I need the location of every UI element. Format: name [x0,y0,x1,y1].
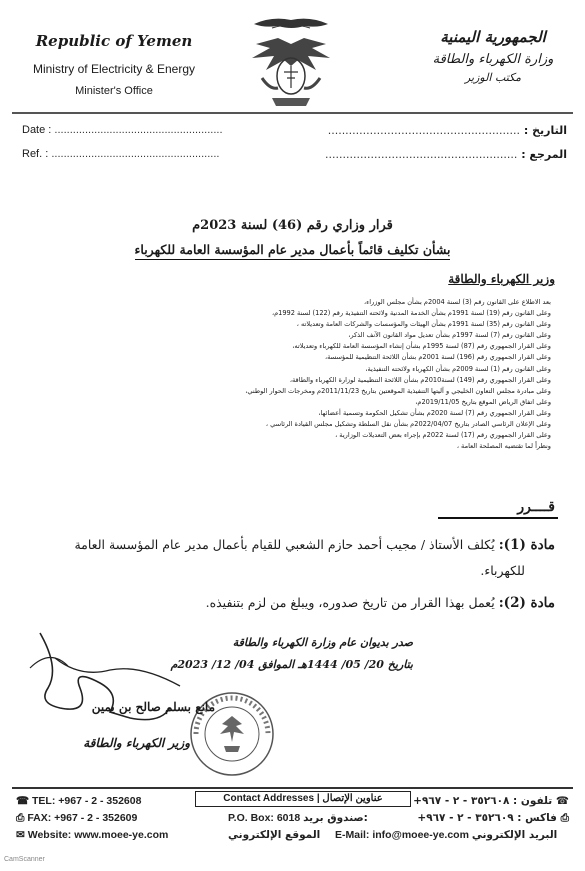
footer-website [16,829,168,841]
article-1-text: يُكلف الأستاذ / مجيب أحمد حازم الشعبي للقيام بأعمال مدير عام المؤسسة العامة [74,537,495,552]
article-2-label: مادة (2): [498,595,555,611]
ministry-name-en: Ministry of Electricity & Energy [32,62,196,76]
fax-text: FAX: +967 - 2 - 352609 [27,812,138,824]
decision-subject-text: بشأن تكليف قائماً بأعمال مدير عام المؤسسة العامة للكهرباء [135,242,451,260]
footer-tel-ar [413,795,569,807]
office-name-ar: مكتب الوزير [464,71,522,84]
issued-date: بتاريخ 20/ 05/ 1444هـ الموافق 04/ 12/ 2023م [170,658,413,671]
recital-item: وعلى القانون رقم (1) لسنة 2009م بشأن الكهرباء ولائحته التنفيذية، [365,364,551,373]
decision-subject [0,242,585,257]
recitals-list [31,297,551,452]
recital-item: وعلى اتفاق الرياض الموقع بتاريخ 2019/11/05م، [415,397,551,406]
letterhead-english [14,32,214,97]
recital-item: وعلى القرار الجمهوري رقم (7) لسنة 2020م بشأن تشكيل الحكومة وتسمية أعضائها، [318,408,551,417]
pobox-text: P.O. Box: 6018 [228,812,301,824]
yemen-emblem-icon [232,14,350,112]
ref-field-en [22,148,219,160]
article-1 [20,537,555,553]
recital-item: وعلى القانون رقم (35) لسنة 1991م بشأن الهيئات والمؤسسات والشركات العامة وتعديلاته ، [296,320,551,329]
contact-label-ar: عناوين الإتصال [322,793,383,804]
tel-text-ar: تلفون : ٣٥٢٦٠٨ - ٢ - ٩٦٧+ [413,795,553,807]
date-label-ar: التاريخ : [523,124,567,137]
email-text: E-Mail: info@moee-ye.com [335,829,469,841]
decision-title: قرار وزاري رقم (46) لسنة 2023م [192,218,393,233]
scanner-watermark: CamScanner [4,856,45,863]
footer-website-ar: الموقع الإلكتروني [228,829,321,841]
article-2-text: يُعمل بهذا القرار من تاريخ صدوره، ويبلغ من لزم بتنفيذه. [205,595,495,610]
date-label-en: Date : [22,124,52,136]
recital-item: وعلى القرار الجمهوري رقم (196) لسنة 2001م بشأن اللائحة التنظيمية للمؤسسة، [324,353,551,362]
contact-addresses-box: Contact Addresses | عناوين الإتصال [195,791,411,807]
footer-fax [16,812,137,825]
recital-item: وعلى مبادرة مجلس التعاون الخليجي و آليتها التنفيذية الموقعتين بتاريخ 2011/11/23م ومخرجات الحوار الوطني، [245,386,551,395]
recital-item: وعلى القانون رقم (7) لسنة 1997م بشأن تعديل مواد القانون الآنف الذكر، [348,331,551,340]
signatory-title: وزير الكهرباء والطاقة [83,736,190,750]
email-text-ar: البريد الإلكتروني [471,829,558,841]
footer-email [335,829,557,841]
decides-underline [438,517,558,519]
recital-item: بعد الاطلاع على القانون رقم (3) لسنة 2004م بشأن مجلس الوزراء، [363,298,551,306]
fax-icon: ⎙ [560,812,569,824]
ministry-name-ar: وزارة الكهرباء والطاقة [432,52,554,67]
fax-text-ar: فاكس : ٣٥٢٦٠٩ - ٢ - ٩٦٧+ [417,812,557,824]
footer-divider [12,787,573,789]
phone-icon: ☎ [555,795,569,807]
mail-icon: ✉ [16,829,25,841]
contact-label-en: Contact Addresses [223,793,315,804]
recital-item: وعلى القرار الجمهوري رقم (149) لسنة2010م بشأن اللائحة التنظيمية لوزارة الكهرباء والطاقة، [289,375,551,384]
footer-pobox [228,812,368,824]
republic-name-en: Republic of Yemen [35,32,193,50]
ref-dots-ar: ....................................................... [325,148,518,161]
footer-tel [16,795,141,807]
signatory-name: مانع بسلم صالح بن يمين [91,700,215,714]
ref-dots-en: ....................................................... [51,148,220,160]
phone-icon: ☎ [16,795,30,807]
article-1-label: مادة (1): [498,537,555,553]
date-dots-ar: ....................................................... [327,124,521,137]
recital-item: وعلى القرار الجمهوري رقم (87) لسنة 1995م بشأن إنشاء المؤسسة العامة للكهرباء وتعديلاته، [292,342,551,351]
recital-item: وعلى القانون رقم (19) لسنة 1991م بشأن الخدمة المدنية ولائحته التنفيذية رقم (122) لسنة 1992م، [271,309,551,318]
date-field-ar [328,124,567,137]
article-1-continued: للكهرباء. [480,563,525,578]
minister-heading: وزير الكهرباء والطاقة [448,272,555,286]
footer-fax-ar [417,812,569,825]
website-text: Website: www.moee-ye.com [27,829,169,841]
date-field-en [22,124,223,136]
issued-at: صدر بديوان عام وزارة الكهرباء والطاقة [232,636,413,649]
fax-icon: ⎙ [16,812,25,824]
header-divider [12,112,573,114]
ref-label-ar: المرجع : [521,148,567,161]
pobox-text-ar: صندوق بريد: [303,812,368,824]
office-name-en: Minister's Office [75,85,153,97]
recital-item: وعلى الإعلان الرئاسي الصادر بتاريخ 2022/04/07م بشأن نقل السلطة وتشكيل مجلس القيادة الرئاسي ، [265,420,551,429]
handwritten-signature [20,628,210,743]
tel-text: TEL: +967 - 2 - 352608 [32,795,142,807]
recital-item: ونظراً لما تقتضيه المصلحة العامة ، [456,442,551,451]
date-dots-en: ....................................................... [54,124,223,136]
recital-item: وعلى القرار الجمهوري رقم (17) لسنة 2022م بإجراء بعض التعديلات الوزارية ، [335,431,551,440]
ref-label-en: Ref. : [22,148,49,160]
republic-name-ar: الجمهورية اليمنية [440,28,546,46]
letterhead-arabic [413,28,573,84]
article-2 [20,595,555,611]
ref-field-ar [325,148,567,161]
decides-heading: قــــرر [517,499,555,515]
